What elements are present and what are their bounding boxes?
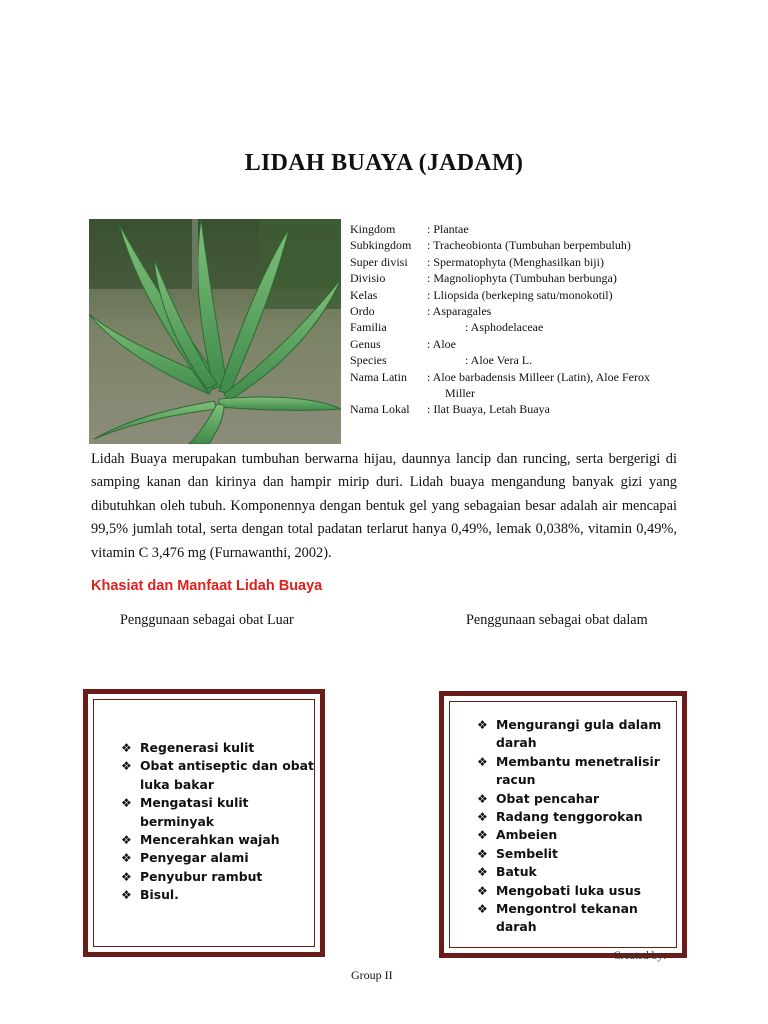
internal-use-list: [474, 716, 674, 937]
diamond-bullet-icon: ❖: [477, 828, 488, 843]
taxonomy-value: : Plantae: [427, 222, 469, 236]
taxonomy-row: [350, 287, 650, 303]
list-item-text: Obat antiseptic dan obat luka bakar: [140, 758, 314, 792]
aloe-vera-photo: [89, 219, 341, 444]
taxonomy-row: [350, 270, 650, 286]
taxonomy-value: : Spermatophyta (Menghasilkan biji): [427, 254, 604, 269]
list-item: [118, 868, 318, 886]
taxonomy-key: Species: [350, 353, 387, 368]
taxonomy-value-continuation: Miller: [445, 386, 475, 401]
taxonomy-key: Divisio: [350, 271, 386, 286]
diamond-bullet-icon: ❖: [121, 833, 132, 848]
list-item: [118, 739, 318, 757]
taxonomy-table: [350, 221, 650, 418]
diamond-bullet-icon: ❖: [477, 883, 488, 898]
footer-group: Group II: [351, 968, 393, 982]
taxonomy-row: [350, 352, 650, 368]
diamond-bullet-icon: ❖: [121, 741, 132, 755]
created-by-label: Created by:: [613, 950, 667, 962]
diamond-bullet-icon: ❖: [477, 846, 488, 861]
list-item-text: Mengurangi gula dalam darah: [496, 717, 662, 751]
diamond-bullet-icon: ❖: [121, 869, 132, 884]
list-item: [474, 863, 674, 881]
list-item-text: Mengobati luka usus: [496, 882, 642, 898]
taxonomy-value: : Aloe Vera L.: [465, 353, 533, 368]
list-item: [118, 849, 318, 867]
list-item-text: Batuk: [496, 864, 537, 880]
taxonomy-row: [350, 303, 650, 319]
taxonomy-key: Ordo: [350, 304, 375, 319]
diamond-bullet-icon: ❖: [121, 851, 132, 866]
taxonomy-row: [350, 401, 650, 417]
taxonomy-value: : Tracheobionta (Tumbuhan berpembuluh): [427, 238, 631, 253]
list-item-text: Radang tenggorokan: [496, 809, 643, 825]
list-item-text: Mengatasi kulit berminyak: [140, 795, 249, 829]
list-item-text: Mengontrol tekanan darah: [496, 901, 638, 935]
list-item: [118, 757, 318, 794]
taxonomy-key: Kingdom: [350, 222, 396, 236]
taxonomy-value: : Lliopsida (berkeping satu/monokotil): [427, 287, 613, 302]
list-item: [474, 826, 674, 844]
external-use-list: [118, 739, 318, 905]
list-item: [474, 716, 674, 753]
list-item-text: Obat pencahar: [496, 790, 600, 806]
list-item-text: Membantu menetralisir racun: [496, 753, 660, 788]
list-item: [474, 900, 674, 937]
taxonomy-key: Nama Latin: [350, 369, 407, 384]
taxonomy-value: : Ilat Buaya, Letah Buaya: [427, 402, 550, 417]
taxonomy-key: Nama Lokal: [350, 402, 410, 417]
list-item: [474, 753, 674, 790]
list-item: [474, 790, 674, 808]
diamond-bullet-icon: ❖: [477, 754, 488, 769]
section-heading: Khasiat dan Manfaat Lidah Buaya: [91, 578, 323, 594]
taxonomy-key: Subkingdom: [350, 238, 412, 253]
taxonomy-value: : Magnoliophyta (Tumbuhan berbunga): [427, 271, 617, 286]
page-title: LIDAH BUAYA (JADAM): [244, 150, 524, 176]
list-item: [118, 831, 318, 849]
taxonomy-value: : Asparagales: [427, 304, 492, 319]
internal-use-subheading: Penggunaan sebagai obat dalam: [466, 612, 648, 628]
diamond-bullet-icon: ❖: [477, 718, 488, 732]
list-item-text: Ambeien: [496, 827, 558, 843]
list-item-text: Penyegar alami: [140, 850, 249, 866]
diamond-bullet-icon: ❖: [121, 888, 132, 903]
list-item: [118, 886, 318, 904]
list-item-text: Mencerahkan wajah: [140, 832, 280, 848]
diamond-bullet-icon: ❖: [477, 791, 488, 806]
taxonomy-row: [350, 254, 650, 270]
diamond-bullet-icon: ❖: [121, 796, 132, 811]
taxonomy-value: : Asphodelaceae: [465, 320, 544, 335]
taxonomy-row: [350, 336, 650, 352]
taxonomy-value: : Aloe barbadensis Milleer (Latin), Aloe Ferox: [427, 369, 650, 384]
taxonomy-key: Super divisi: [350, 254, 408, 269]
list-item-text: Bisul.: [140, 887, 179, 903]
diamond-bullet-icon: ❖: [477, 810, 488, 825]
taxonomy-row: [350, 221, 650, 237]
taxonomy-value: : Aloe: [427, 336, 456, 351]
diamond-bullet-icon: ❖: [477, 865, 488, 880]
list-item-text: Penyubur rambut: [140, 868, 263, 884]
taxonomy-row: [350, 237, 650, 253]
taxonomy-key: Kelas: [350, 287, 378, 302]
list-item: [474, 845, 674, 863]
taxonomy-row: [350, 369, 650, 385]
list-item: [118, 794, 318, 831]
diamond-bullet-icon: ❖: [121, 759, 132, 774]
taxonomy-key: Familia: [350, 320, 387, 335]
list-item-text: Regenerasi kulit: [140, 740, 255, 755]
external-use-subheading: Penggunaan sebagai obat Luar: [120, 612, 294, 628]
description-paragraph: Lidah Buaya merupakan tumbuhan berwarna hijau, daunnya lancip dan runcing, serta bergerigi di samping kanan dan kirinya dan hampir mirip duri. Lidah buaya mengandung banyak gizi yang dibutuhkan oleh tubuh. Komponennya dengan bentuk gel yang sebagaian besar adalah air mencapai 99,5% jumlah total, serta dengan total padatan terlarut hanya 0,49%, lemak 0,038%, vitamin 0,49%, vitamin C 3,476 mg (Furnawanthi, 2002).: [91, 451, 677, 561]
taxonomy-key: Genus: [350, 336, 381, 351]
list-item: [474, 808, 674, 826]
diamond-bullet-icon: ❖: [477, 902, 488, 917]
taxonomy-row: [350, 319, 650, 335]
list-item-text: Sembelit: [496, 845, 558, 861]
list-item: [474, 882, 674, 900]
